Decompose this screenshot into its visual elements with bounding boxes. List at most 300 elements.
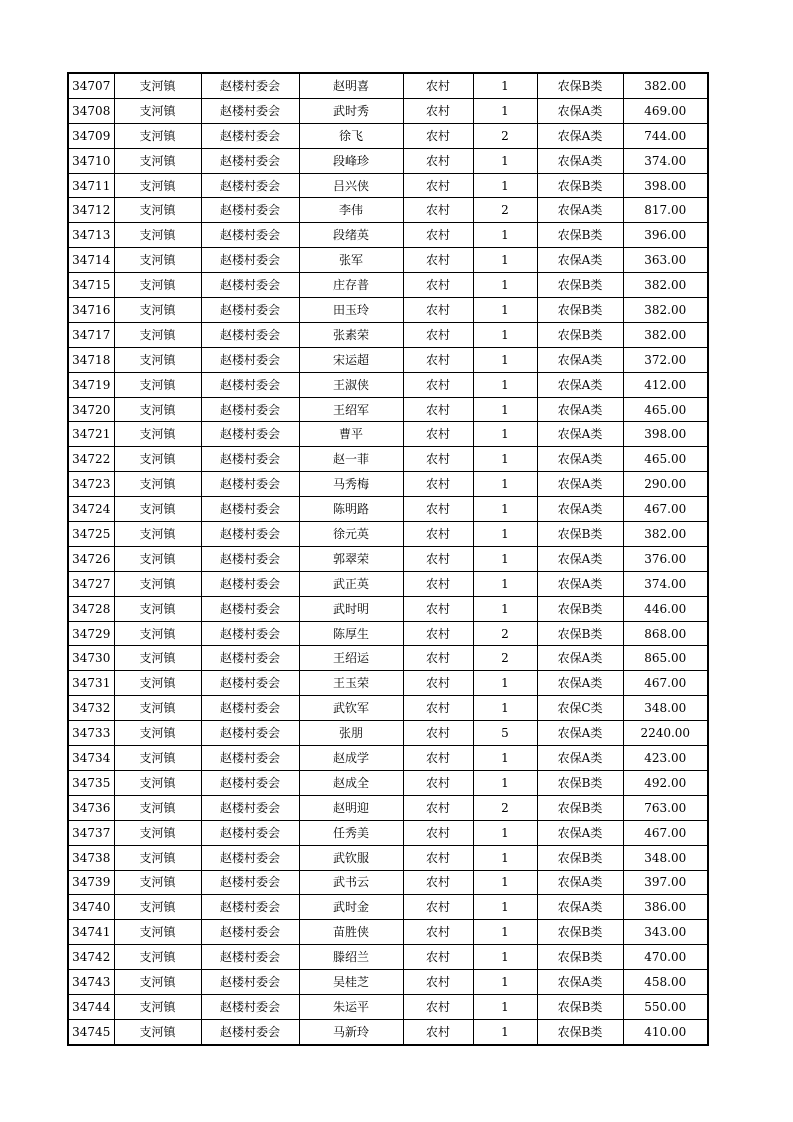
record-id-cell: 34744	[68, 994, 114, 1019]
town-cell: 支河镇	[114, 522, 201, 547]
table-row	[68, 994, 708, 1019]
person-name-cell: 陈明路	[299, 497, 403, 522]
area-type-cell: 农村	[403, 98, 473, 123]
town-cell: 支河镇	[114, 298, 201, 323]
area-type-cell: 农村	[403, 422, 473, 447]
record-id-cell: 34739	[68, 870, 114, 895]
insurance-category-cell: 农保B类	[537, 223, 623, 248]
household-count-cell: 1	[473, 920, 537, 945]
amount-cell: 290.00	[623, 472, 708, 497]
amount-cell: 492.00	[623, 770, 708, 795]
record-id-cell: 34713	[68, 223, 114, 248]
household-count-cell: 2	[473, 621, 537, 646]
record-id-cell: 34726	[68, 546, 114, 571]
table-row	[68, 123, 708, 148]
household-count-cell: 1	[473, 148, 537, 173]
town-cell: 支河镇	[114, 696, 201, 721]
amount-cell: 2240.00	[623, 721, 708, 746]
area-type-cell: 农村	[403, 447, 473, 472]
record-id-cell: 34735	[68, 770, 114, 795]
table-row	[68, 447, 708, 472]
person-name-cell: 段绪英	[299, 223, 403, 248]
village-committee-cell: 赵楼村委会	[201, 148, 299, 173]
area-type-cell: 农村	[403, 596, 473, 621]
record-id-cell: 34741	[68, 920, 114, 945]
insurance-category-cell: 农保A类	[537, 820, 623, 845]
insurance-category-cell: 农保A类	[537, 347, 623, 372]
amount-cell: 467.00	[623, 497, 708, 522]
record-id-cell: 34707	[68, 73, 114, 98]
village-committee-cell: 赵楼村委会	[201, 497, 299, 522]
table-row	[68, 98, 708, 123]
record-id-cell: 34730	[68, 646, 114, 671]
amount-cell: 348.00	[623, 696, 708, 721]
town-cell: 支河镇	[114, 198, 201, 223]
record-id-cell: 34709	[68, 123, 114, 148]
area-type-cell: 农村	[403, 696, 473, 721]
person-name-cell: 郭翠荣	[299, 546, 403, 571]
person-name-cell: 李伟	[299, 198, 403, 223]
person-name-cell: 张军	[299, 248, 403, 273]
table-row	[68, 970, 708, 995]
village-committee-cell: 赵楼村委会	[201, 571, 299, 596]
person-name-cell: 马秀梅	[299, 472, 403, 497]
village-committee-cell: 赵楼村委会	[201, 596, 299, 621]
insurance-category-cell: 农保A类	[537, 422, 623, 447]
household-count-cell: 1	[473, 447, 537, 472]
household-count-cell: 1	[473, 322, 537, 347]
amount-cell: 398.00	[623, 422, 708, 447]
area-type-cell: 农村	[403, 472, 473, 497]
insurance-category-cell: 农保A类	[537, 970, 623, 995]
amount-cell: 376.00	[623, 546, 708, 571]
household-count-cell: 1	[473, 497, 537, 522]
amount-cell: 744.00	[623, 123, 708, 148]
household-count-cell: 1	[473, 546, 537, 571]
village-committee-cell: 赵楼村委会	[201, 522, 299, 547]
amount-cell: 386.00	[623, 895, 708, 920]
insurance-category-cell: 农保B类	[537, 298, 623, 323]
insurance-category-cell: 农保B类	[537, 795, 623, 820]
person-name-cell: 朱运平	[299, 994, 403, 1019]
amount-cell: 550.00	[623, 994, 708, 1019]
area-type-cell: 农村	[403, 148, 473, 173]
village-committee-cell: 赵楼村委会	[201, 397, 299, 422]
insurance-category-cell: 农保A类	[537, 98, 623, 123]
household-count-cell: 2	[473, 646, 537, 671]
area-type-cell: 农村	[403, 198, 473, 223]
amount-cell: 423.00	[623, 746, 708, 771]
record-id-cell: 34742	[68, 945, 114, 970]
village-committee-cell: 赵楼村委会	[201, 198, 299, 223]
village-committee-cell: 赵楼村委会	[201, 945, 299, 970]
table-row	[68, 522, 708, 547]
town-cell: 支河镇	[114, 447, 201, 472]
area-type-cell: 农村	[403, 746, 473, 771]
record-id-cell: 34720	[68, 397, 114, 422]
household-count-cell: 1	[473, 422, 537, 447]
person-name-cell: 陈厚生	[299, 621, 403, 646]
insurance-category-cell: 农保A类	[537, 372, 623, 397]
table-row	[68, 148, 708, 173]
table-row	[68, 248, 708, 273]
area-type-cell: 农村	[403, 273, 473, 298]
person-name-cell: 王绍运	[299, 646, 403, 671]
table-row	[68, 347, 708, 372]
amount-cell: 374.00	[623, 571, 708, 596]
household-count-cell: 1	[473, 273, 537, 298]
household-count-cell: 1	[473, 298, 537, 323]
area-type-cell: 农村	[403, 1019, 473, 1044]
household-count-cell: 1	[473, 895, 537, 920]
insurance-category-cell: 农保B类	[537, 945, 623, 970]
record-id-cell: 34711	[68, 173, 114, 198]
person-name-cell: 赵成全	[299, 770, 403, 795]
table-row	[68, 845, 708, 870]
table-row	[68, 1019, 708, 1044]
town-cell: 支河镇	[114, 1019, 201, 1044]
table-row	[68, 870, 708, 895]
amount-cell: 396.00	[623, 223, 708, 248]
area-type-cell: 农村	[403, 173, 473, 198]
insurance-category-cell: 农保B类	[537, 920, 623, 945]
village-committee-cell: 赵楼村委会	[201, 696, 299, 721]
area-type-cell: 农村	[403, 820, 473, 845]
person-name-cell: 苗胜侠	[299, 920, 403, 945]
person-name-cell: 宋运超	[299, 347, 403, 372]
town-cell: 支河镇	[114, 920, 201, 945]
insurance-category-cell: 农保B类	[537, 596, 623, 621]
amount-cell: 467.00	[623, 820, 708, 845]
town-cell: 支河镇	[114, 795, 201, 820]
insurance-category-cell: 农保A类	[537, 198, 623, 223]
town-cell: 支河镇	[114, 970, 201, 995]
amount-cell: 865.00	[623, 646, 708, 671]
amount-cell: 763.00	[623, 795, 708, 820]
insurance-category-cell: 农保B类	[537, 522, 623, 547]
insurance-category-cell: 农保A类	[537, 746, 623, 771]
town-cell: 支河镇	[114, 347, 201, 372]
village-committee-cell: 赵楼村委会	[201, 447, 299, 472]
insurance-category-cell: 农保A类	[537, 472, 623, 497]
amount-cell: 372.00	[623, 347, 708, 372]
village-committee-cell: 赵楼村委会	[201, 546, 299, 571]
record-id-cell: 34716	[68, 298, 114, 323]
table-row	[68, 422, 708, 447]
person-name-cell: 赵明喜	[299, 73, 403, 98]
town-cell: 支河镇	[114, 497, 201, 522]
amount-cell: 382.00	[623, 522, 708, 547]
town-cell: 支河镇	[114, 148, 201, 173]
household-count-cell: 2	[473, 123, 537, 148]
area-type-cell: 农村	[403, 895, 473, 920]
household-count-cell: 1	[473, 571, 537, 596]
table-row	[68, 546, 708, 571]
area-type-cell: 农村	[403, 870, 473, 895]
village-committee-cell: 赵楼村委会	[201, 372, 299, 397]
amount-cell: 374.00	[623, 148, 708, 173]
table-row	[68, 621, 708, 646]
town-cell: 支河镇	[114, 895, 201, 920]
town-cell: 支河镇	[114, 248, 201, 273]
person-name-cell: 徐元英	[299, 522, 403, 547]
insurance-category-cell: 农保A类	[537, 571, 623, 596]
village-committee-cell: 赵楼村委会	[201, 970, 299, 995]
record-id-cell: 34721	[68, 422, 114, 447]
village-committee-cell: 赵楼村委会	[201, 173, 299, 198]
town-cell: 支河镇	[114, 621, 201, 646]
table-row	[68, 198, 708, 223]
insurance-category-cell: 农保A类	[537, 397, 623, 422]
record-id-cell: 34745	[68, 1019, 114, 1044]
town-cell: 支河镇	[114, 994, 201, 1019]
person-name-cell: 滕绍兰	[299, 945, 403, 970]
insurance-category-cell: 农保A类	[537, 546, 623, 571]
person-name-cell: 段峰珍	[299, 148, 403, 173]
record-id-cell: 34731	[68, 671, 114, 696]
amount-cell: 410.00	[623, 1019, 708, 1044]
amount-cell: 343.00	[623, 920, 708, 945]
table-row	[68, 920, 708, 945]
area-type-cell: 农村	[403, 372, 473, 397]
village-committee-cell: 赵楼村委会	[201, 347, 299, 372]
amount-cell: 868.00	[623, 621, 708, 646]
amount-cell: 382.00	[623, 322, 708, 347]
town-cell: 支河镇	[114, 721, 201, 746]
person-name-cell: 田玉玲	[299, 298, 403, 323]
village-committee-cell: 赵楼村委会	[201, 795, 299, 820]
town-cell: 支河镇	[114, 845, 201, 870]
area-type-cell: 农村	[403, 397, 473, 422]
household-count-cell: 1	[473, 347, 537, 372]
amount-cell: 397.00	[623, 870, 708, 895]
area-type-cell: 农村	[403, 721, 473, 746]
insurance-category-cell: 农保B类	[537, 845, 623, 870]
roster-table	[67, 72, 709, 1046]
village-committee-cell: 赵楼村委会	[201, 223, 299, 248]
household-count-cell: 1	[473, 173, 537, 198]
insurance-category-cell: 农保C类	[537, 696, 623, 721]
town-cell: 支河镇	[114, 746, 201, 771]
town-cell: 支河镇	[114, 322, 201, 347]
town-cell: 支河镇	[114, 770, 201, 795]
table-row	[68, 298, 708, 323]
town-cell: 支河镇	[114, 945, 201, 970]
village-committee-cell: 赵楼村委会	[201, 820, 299, 845]
area-type-cell: 农村	[403, 945, 473, 970]
area-type-cell: 农村	[403, 322, 473, 347]
record-id-cell: 34732	[68, 696, 114, 721]
household-count-cell: 1	[473, 845, 537, 870]
table-row	[68, 223, 708, 248]
area-type-cell: 农村	[403, 646, 473, 671]
town-cell: 支河镇	[114, 173, 201, 198]
town-cell: 支河镇	[114, 870, 201, 895]
record-id-cell: 34718	[68, 347, 114, 372]
amount-cell: 469.00	[623, 98, 708, 123]
record-id-cell: 34714	[68, 248, 114, 273]
person-name-cell: 赵明迎	[299, 795, 403, 820]
village-committee-cell: 赵楼村委会	[201, 1019, 299, 1044]
person-name-cell: 武书云	[299, 870, 403, 895]
insurance-category-cell: 农保B类	[537, 770, 623, 795]
amount-cell: 470.00	[623, 945, 708, 970]
village-committee-cell: 赵楼村委会	[201, 298, 299, 323]
record-id-cell: 34727	[68, 571, 114, 596]
record-id-cell: 34722	[68, 447, 114, 472]
town-cell: 支河镇	[114, 671, 201, 696]
village-committee-cell: 赵楼村委会	[201, 646, 299, 671]
household-count-cell: 1	[473, 223, 537, 248]
household-count-cell: 1	[473, 522, 537, 547]
town-cell: 支河镇	[114, 397, 201, 422]
area-type-cell: 农村	[403, 795, 473, 820]
household-count-cell: 1	[473, 970, 537, 995]
village-committee-cell: 赵楼村委会	[201, 920, 299, 945]
record-id-cell: 34728	[68, 596, 114, 621]
record-id-cell: 34712	[68, 198, 114, 223]
insurance-category-cell: 农保A类	[537, 895, 623, 920]
person-name-cell: 武钦军	[299, 696, 403, 721]
table-row	[68, 173, 708, 198]
village-committee-cell: 赵楼村委会	[201, 621, 299, 646]
town-cell: 支河镇	[114, 422, 201, 447]
table-row	[68, 322, 708, 347]
insurance-category-cell: 农保A类	[537, 123, 623, 148]
area-type-cell: 农村	[403, 298, 473, 323]
area-type-cell: 农村	[403, 994, 473, 1019]
record-id-cell: 34717	[68, 322, 114, 347]
town-cell: 支河镇	[114, 820, 201, 845]
person-name-cell: 王淑侠	[299, 372, 403, 397]
person-name-cell: 武时金	[299, 895, 403, 920]
person-name-cell: 武时秀	[299, 98, 403, 123]
insurance-category-cell: 农保B类	[537, 621, 623, 646]
household-count-cell: 1	[473, 945, 537, 970]
insurance-category-cell: 农保A类	[537, 721, 623, 746]
household-count-cell: 1	[473, 472, 537, 497]
table-row	[68, 895, 708, 920]
household-count-cell: 1	[473, 870, 537, 895]
table-row	[68, 273, 708, 298]
insurance-category-cell: 农保A类	[537, 870, 623, 895]
area-type-cell: 农村	[403, 571, 473, 596]
insurance-category-cell: 农保B类	[537, 173, 623, 198]
household-count-cell: 2	[473, 198, 537, 223]
village-committee-cell: 赵楼村委会	[201, 322, 299, 347]
village-committee-cell: 赵楼村委会	[201, 671, 299, 696]
area-type-cell: 农村	[403, 671, 473, 696]
village-committee-cell: 赵楼村委会	[201, 73, 299, 98]
village-committee-cell: 赵楼村委会	[201, 870, 299, 895]
household-count-cell: 1	[473, 372, 537, 397]
household-count-cell: 1	[473, 994, 537, 1019]
area-type-cell: 农村	[403, 522, 473, 547]
roster-table-body	[68, 73, 708, 1045]
record-id-cell: 34715	[68, 273, 114, 298]
town-cell: 支河镇	[114, 596, 201, 621]
area-type-cell: 农村	[403, 621, 473, 646]
village-committee-cell: 赵楼村委会	[201, 994, 299, 1019]
village-committee-cell: 赵楼村委会	[201, 895, 299, 920]
amount-cell: 382.00	[623, 73, 708, 98]
town-cell: 支河镇	[114, 546, 201, 571]
record-id-cell: 34738	[68, 845, 114, 870]
area-type-cell: 农村	[403, 223, 473, 248]
village-committee-cell: 赵楼村委会	[201, 248, 299, 273]
household-count-cell: 1	[473, 820, 537, 845]
household-count-cell: 1	[473, 1019, 537, 1044]
table-row	[68, 646, 708, 671]
insurance-category-cell: 农保A类	[537, 671, 623, 696]
person-name-cell: 马新玲	[299, 1019, 403, 1044]
table-row	[68, 696, 708, 721]
person-name-cell: 张朋	[299, 721, 403, 746]
record-id-cell: 34719	[68, 372, 114, 397]
amount-cell: 817.00	[623, 198, 708, 223]
amount-cell: 467.00	[623, 671, 708, 696]
record-id-cell: 34740	[68, 895, 114, 920]
town-cell: 支河镇	[114, 223, 201, 248]
table-row	[68, 397, 708, 422]
household-count-cell: 1	[473, 596, 537, 621]
amount-cell: 382.00	[623, 273, 708, 298]
insurance-category-cell: 农保B类	[537, 73, 623, 98]
table-row	[68, 671, 708, 696]
person-name-cell: 王玉荣	[299, 671, 403, 696]
amount-cell: 412.00	[623, 372, 708, 397]
household-count-cell: 1	[473, 746, 537, 771]
insurance-category-cell: 农保B类	[537, 994, 623, 1019]
insurance-category-cell: 农保A类	[537, 447, 623, 472]
town-cell: 支河镇	[114, 73, 201, 98]
person-name-cell: 赵成学	[299, 746, 403, 771]
record-id-cell: 34729	[68, 621, 114, 646]
record-id-cell: 34737	[68, 820, 114, 845]
insurance-category-cell: 农保A类	[537, 248, 623, 273]
record-id-cell: 34725	[68, 522, 114, 547]
town-cell: 支河镇	[114, 571, 201, 596]
table-row	[68, 372, 708, 397]
area-type-cell: 农村	[403, 248, 473, 273]
amount-cell: 465.00	[623, 397, 708, 422]
table-row	[68, 472, 708, 497]
village-committee-cell: 赵楼村委会	[201, 770, 299, 795]
record-id-cell: 34708	[68, 98, 114, 123]
insurance-category-cell: 农保A类	[537, 497, 623, 522]
household-count-cell: 5	[473, 721, 537, 746]
village-committee-cell: 赵楼村委会	[201, 273, 299, 298]
household-count-cell: 1	[473, 696, 537, 721]
amount-cell: 363.00	[623, 248, 708, 273]
amount-cell: 458.00	[623, 970, 708, 995]
table-row	[68, 721, 708, 746]
area-type-cell: 农村	[403, 123, 473, 148]
table-row	[68, 746, 708, 771]
person-name-cell: 赵一菲	[299, 447, 403, 472]
town-cell: 支河镇	[114, 472, 201, 497]
amount-cell: 348.00	[623, 845, 708, 870]
insurance-category-cell: 农保B类	[537, 1019, 623, 1044]
household-count-cell: 1	[473, 671, 537, 696]
person-name-cell: 王绍军	[299, 397, 403, 422]
area-type-cell: 农村	[403, 845, 473, 870]
record-id-cell: 34710	[68, 148, 114, 173]
table-row	[68, 795, 708, 820]
record-id-cell: 34724	[68, 497, 114, 522]
household-count-cell: 1	[473, 248, 537, 273]
table-row	[68, 73, 708, 98]
